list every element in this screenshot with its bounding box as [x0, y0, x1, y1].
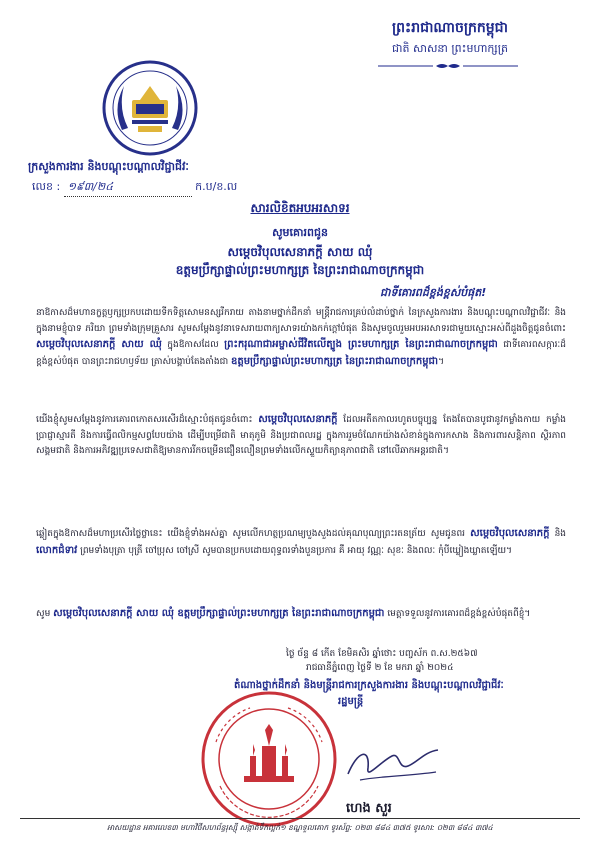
ref-suffix: ក.ប/ខ.ល [195, 180, 238, 193]
addressee-line-2: ឧត្តមប្រឹក្សាផ្ទាល់ព្រះមហាក្សត្រ នៃព្រះរាជាណាចក្រកម្ពុជា [175, 263, 425, 277]
para1-tail: ជាទីគោរពសក្ការៈដ៏ខ្ពង់ខ្ពស់បំផុត បានព្រះរាជហឫទ័យ ត្រាស់បង្គាប់តែងតាំងជា [36, 340, 566, 367]
footer-divider [20, 818, 580, 819]
footer-address: អាសយដ្ឋាន អគារលេខ៣ មហាវិថីសហព័ន្ធរុស្ស៊ី សង្កាត់ទឹកល្អក់១ ខណ្ឌទួលគោក ទូរស័ព្ទ: ០២៣ ៨៨៤ ៣៧៥ ទូរសារ: ០២៣ ៨៨៤ ៣៧៤ [107, 823, 493, 832]
respect-line: សូមគោរពជូន [272, 226, 328, 239]
para4-bold: សម្តេចវិបុលសេនាភក្តី សាយ ឈុំ ឧត្តមប្រឹក្សាផ្ទាល់ព្រះមហាក្សត្រ នៃព្រះរាជាណាចក្រកម្ពុជា [53, 608, 385, 619]
para2-tail: ដែលអតីតកាលរហូតបច្ចុប្បន្ន តែងតែបានបូជានូវកម្លាំងកាយ កម្លាំងប្រាជ្ញាស្មារតី និងការធ្វើពលិកម្មសព្វបែបយ៉ាង ដើម្បីបម្រើជាតិ មាតុភូមិ និងប្រជាពលរដ្ឋ ក្នុងការរួមចំណែកយ៉ាងសំខាន់ក្នុងការកសាង និងការពារសន្តិភាព ស្ថិរភាពសង្គមជាតិ និងការអភិវឌ្ឍប្រទេសជាតិឱ្យមានការរីកចម្រើនជឿនលឿនព្រមទាំងលើកស្ទួយកិត្យានុភាពជាតិ នៅលើឆាកអន្តរជាតិ។ [36, 415, 566, 456]
document-type: សារលិខិតអបអរសាទរ [250, 201, 350, 215]
para4-tail: មេត្តាទទួលនូវការគោរពដ៏ខ្ពង់ខ្ពស់បំផុតពីខ្ញុំ។ [387, 609, 531, 619]
para1-end: ។ [438, 356, 444, 367]
body-paragraph-2 [36, 412, 566, 460]
para4-lead: សូម [36, 609, 51, 619]
para3-tail: ព្រមទាំងបុត្រា បុត្រី ចៅប្រុស ចៅស្រី សូមបានប្រកបដោយពុទ្ធពរទាំងបួនប្រការ គឺ អាយុ វណ្ណៈ សុខៈ និងពលៈ កុំបីឃ្លៀងឃ្លាតឡើយ។ [80, 545, 512, 556]
handwritten-signature-icon [340, 740, 450, 790]
para3-text: ឆ្លៀតក្នុងឱកាសដ៏មហាប្រសើរថ្លៃថ្លានេះ យើងខ្ញុំទាំងអស់គ្នា សូមលើកហត្ថប្រណម្យបួងសួងដល់គុណបុណ្យព្រះរតនត្រ័យ សូមជូនពរ [36, 529, 466, 539]
kingdom-title: ព្រះរាជាណាចក្រកម្ពុជា [391, 20, 508, 36]
para1-bold-name: សម្តេចវិបុលសេនាភក្តី សាយ ឈុំ [36, 339, 162, 350]
para1-bold-king: ព្រះករុណាជាអម្ចាស់ជីវិតលើត្បូង ព្រះមហាក្សត្រ នៃព្រះរាជាណាចក្រកម្ពុជា [224, 339, 498, 350]
ref-label: លេខ [32, 180, 53, 193]
national-motto: ជាតិ សាសនា ព្រះមហាក្សត្រ [392, 42, 508, 55]
body-paragraph-3 [36, 526, 566, 559]
addressee-line-1: សម្តេចវិបុលសេនាភក្តី សាយ ឈុំ [227, 245, 373, 259]
official-seal-icon [200, 690, 338, 828]
para3-bold-1: សម្តេចវិបុលសេនាភក្តី [470, 528, 550, 539]
body-paragraph-4 [36, 606, 566, 623]
ministry-logo-icon [102, 60, 198, 156]
ministry-name: ក្រសួងការងារ និងបណ្តុះបណ្តាលវិជ្ជាជីវៈ [28, 160, 189, 173]
para1-text: នាឱកាសដ៏មហានក្ខត្តឫក្សប្រកបដោយទីកទិត្តសោមនស្សរីករាយ តាងនាមថ្នាក់ដឹកនាំ មន្ត្រីរាជការគ្រប់លំដាប់ថ្នាក់ នៃក្រសួងការងារ និងបណ្តុះបណ្តាលវិជ្ជាជីវៈ និងក្នុងនាមខ្ញុំបាទ ភរិយា ព្រមទាំងក្រុមគ្រួសារ សូមសម្តែងនូវនាទេសរាយពាក្យសាទរយ៉ាងកក់ក្តៅបំផុត និងសូមចូលរួមអបអរសាទរជាមួយស្មោះអស់ពីដួងចិត្តជូនចំពោះ [36, 308, 566, 334]
body-paragraph-1 [36, 306, 566, 370]
signatory-title: តំណាងថ្នាក់ដឹកនាំ និងមន្ត្រីរាជការក្រសួងការងារ និងបណ្តុះបណ្តាលវិជ្ជាជីវៈ [234, 680, 504, 691]
solar-date: រាជធានីភ្នំពេញ ថ្ងៃទី ២ ខែ មករា ឆ្នាំ ២០២៤ [306, 663, 454, 673]
lunar-date: ថ្ងៃ ច័ន្ទ ៨ កើត ខែមិគសិរ ឆ្នាំថោះ បញ្ចស័ក ព.ស.២៥៦៧ [286, 649, 478, 659]
ornament-divider-icon [378, 62, 518, 70]
para2-text: យើងខ្ញុំសូមសម្តែងនូវការគោរពកោតសរសើរដ៏ស្មោះបំផុតជូនចំពោះ [36, 415, 253, 425]
para3-mid: និង [554, 529, 566, 539]
para1-mid: ក្នុងឱកាសដែល [167, 340, 219, 350]
para1-bold-title: ឧត្តមប្រឹក្សាផ្ទាល់ព្រះមហាក្សត្រ នៃព្រះរាជាណាចក្រកម្ពុជា [231, 355, 439, 367]
salutation: ជាទីគោរពដ៏ខ្ពង់ខ្ពស់បំផុត! [380, 286, 487, 299]
signer-name: ហេង សួរ [346, 801, 392, 816]
ref-number: ១៩៣/២៤ [64, 180, 192, 197]
para2-bold: សម្តេចវិបុលសេនាភក្តី [258, 414, 338, 425]
signatory-position: រដ្ឋមន្ត្រី [338, 696, 364, 707]
reference-line: លេខ : ១៩៣/២៤ ក.ប/ខ.ល [32, 180, 237, 197]
para3-bold-2: លោកជំទាវ [36, 544, 78, 556]
